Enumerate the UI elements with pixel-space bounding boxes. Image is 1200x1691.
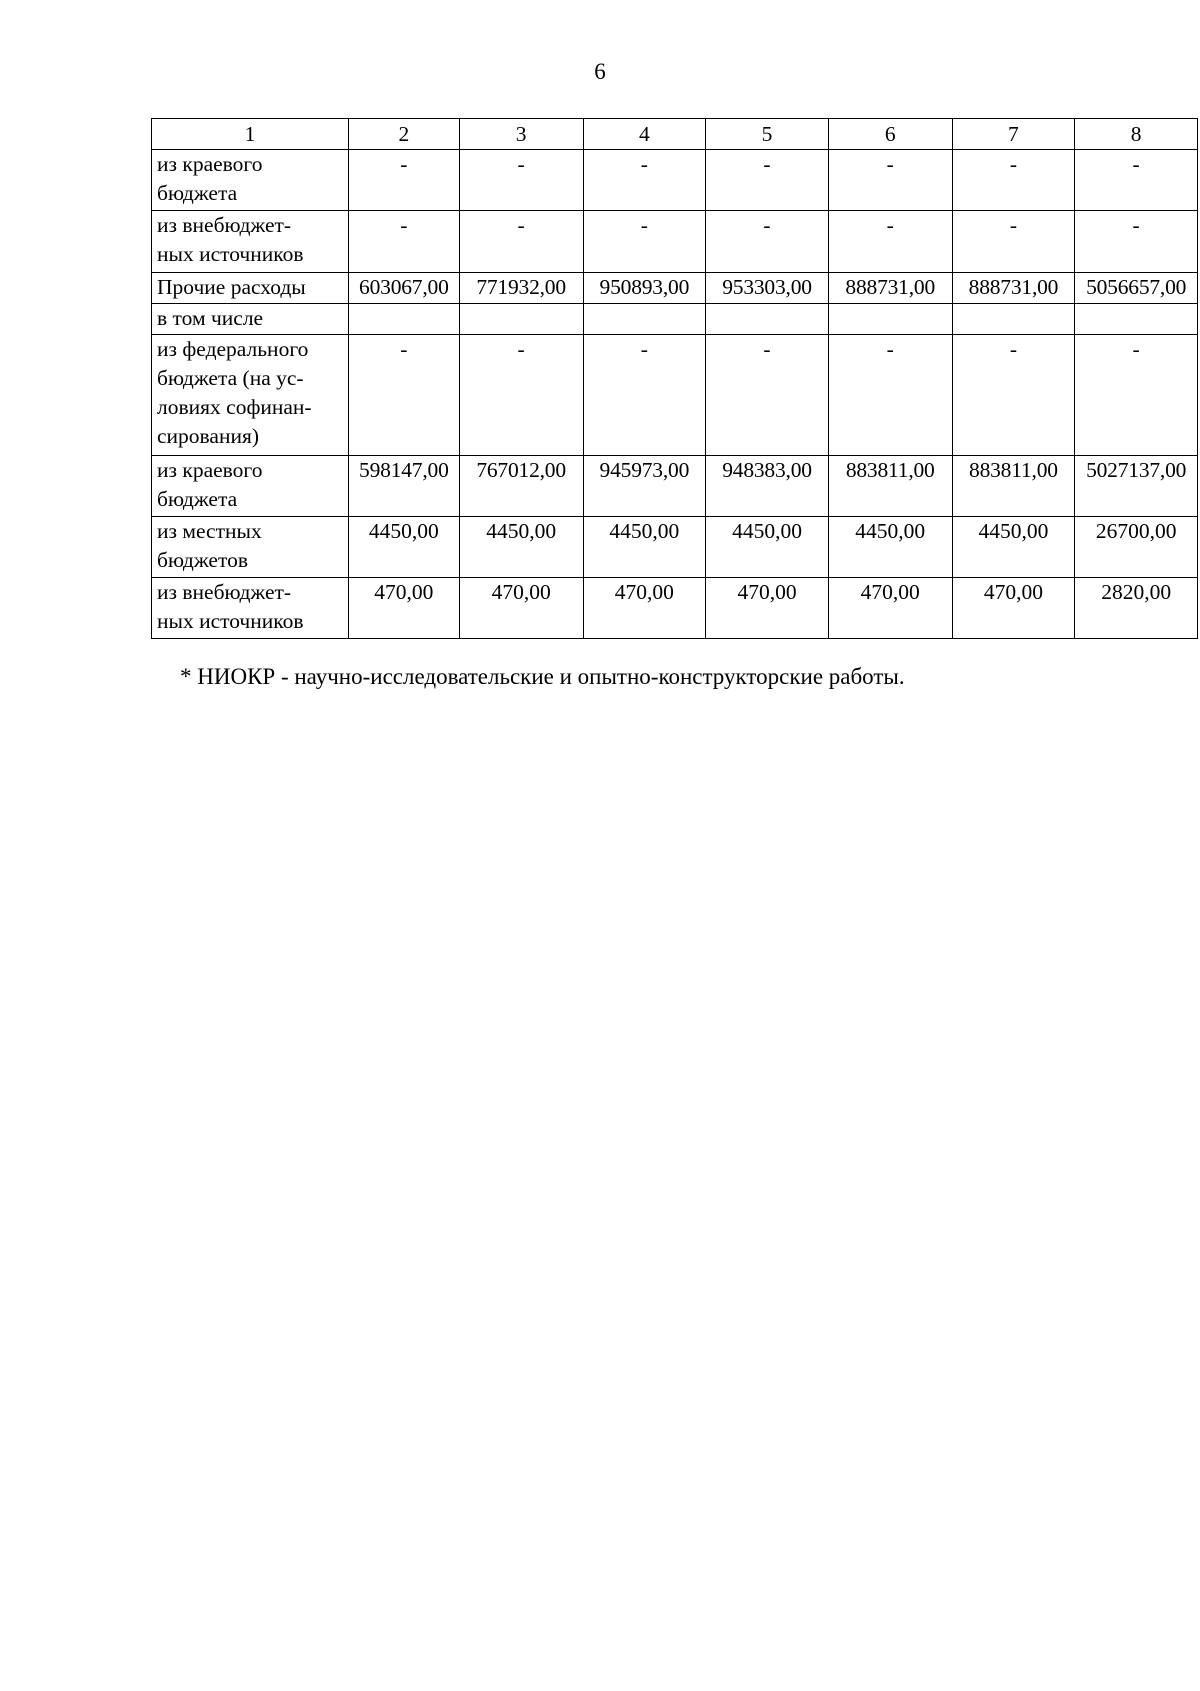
column-header: 6 <box>828 119 952 150</box>
row-label <box>152 150 349 211</box>
row-label-line: ных источников <box>157 609 304 633</box>
row-label-line: Прочие расходы <box>157 275 306 299</box>
table-cell: 767012,00 <box>459 456 583 517</box>
table-cell: 470,00 <box>459 578 583 639</box>
table-row <box>152 517 1198 578</box>
table-cell: 470,00 <box>583 578 706 639</box>
table-cell: 950893,00 <box>583 273 706 304</box>
table-cell: - <box>706 335 829 456</box>
table-cell: - <box>583 335 706 456</box>
table-cell: 26700,00 <box>1075 517 1198 578</box>
table-cell: - <box>828 150 952 211</box>
table-cell: 4450,00 <box>828 517 952 578</box>
row-label-line: в том числе <box>157 306 264 330</box>
row-label <box>152 211 349 273</box>
row-label-line: из внебюджет- <box>157 213 292 237</box>
row-label-line: из местных <box>157 519 262 543</box>
column-header: 8 <box>1075 119 1198 150</box>
table-cell: - <box>952 211 1075 273</box>
row-label <box>152 517 349 578</box>
table-cell: 603067,00 <box>348 273 459 304</box>
table-cell: 5056657,00 <box>1075 273 1198 304</box>
table-cell: - <box>459 335 583 456</box>
column-header: 3 <box>459 119 583 150</box>
table-cell: 470,00 <box>952 578 1075 639</box>
row-label-line: из краевого <box>157 458 263 482</box>
table-cell: 4450,00 <box>706 517 829 578</box>
table-cell <box>828 304 952 335</box>
table-cell: - <box>348 211 459 273</box>
table-cell <box>952 304 1075 335</box>
table-cell: - <box>952 335 1075 456</box>
table-cell: 470,00 <box>706 578 829 639</box>
row-label-line: ных источников <box>157 242 304 266</box>
table-cell: 888731,00 <box>952 273 1075 304</box>
row-label-line: ловиях софинан- <box>157 395 312 419</box>
row-label <box>152 578 349 639</box>
column-header: 7 <box>952 119 1075 150</box>
table-row <box>152 335 1198 456</box>
row-label-line: сирования) <box>157 424 260 448</box>
table-cell <box>459 304 583 335</box>
budget-table <box>151 118 1198 639</box>
table-cell: 4450,00 <box>348 517 459 578</box>
table-cell: 948383,00 <box>706 456 829 517</box>
table-cell: 470,00 <box>828 578 952 639</box>
table-row <box>152 304 1198 335</box>
table-cell: 883811,00 <box>828 456 952 517</box>
row-label-line: бюджета (на ус- <box>157 366 304 390</box>
table-cell: - <box>828 335 952 456</box>
table-cell: 771932,00 <box>459 273 583 304</box>
row-label <box>152 304 349 335</box>
table-row <box>152 456 1198 517</box>
table-cell <box>348 304 459 335</box>
row-label <box>152 335 349 456</box>
column-header: 1 <box>152 119 349 150</box>
row-label-line: бюджета <box>157 487 238 511</box>
table-cell: - <box>1075 211 1198 273</box>
table-cell: 470,00 <box>348 578 459 639</box>
table-cell: - <box>459 150 583 211</box>
footnote: * НИОКР - научно-исследовательские и опытно-конструкторские работы. <box>180 664 905 689</box>
table-row <box>152 211 1198 273</box>
table-cell <box>1075 304 1198 335</box>
row-label-line: бюджетов <box>157 548 248 572</box>
table-cell <box>706 304 829 335</box>
table-cell: - <box>583 211 706 273</box>
table-cell: - <box>348 335 459 456</box>
table-cell: - <box>706 150 829 211</box>
table-cell: - <box>706 211 829 273</box>
table-cell: 4450,00 <box>459 517 583 578</box>
table-cell: 5027137,00 <box>1075 456 1198 517</box>
table-cell: - <box>1075 335 1198 456</box>
table-cell: 4450,00 <box>583 517 706 578</box>
table-cell: - <box>1075 150 1198 211</box>
table-cell <box>583 304 706 335</box>
table-cell: 2820,00 <box>1075 578 1198 639</box>
table-cell: 4450,00 <box>952 517 1075 578</box>
table-cell: - <box>952 150 1075 211</box>
column-header: 5 <box>706 119 829 150</box>
table-cell: 945973,00 <box>583 456 706 517</box>
table-cell: 953303,00 <box>706 273 829 304</box>
row-label-line: из краевого <box>157 152 263 176</box>
table-cell: - <box>828 211 952 273</box>
row-label-line: бюджета <box>157 181 238 205</box>
table-row <box>152 150 1198 211</box>
page-number: 6 <box>594 59 606 84</box>
column-header: 4 <box>583 119 706 150</box>
row-label-line: из внебюджет- <box>157 580 292 604</box>
row-label <box>152 273 349 304</box>
table-row <box>152 578 1198 639</box>
table-header-row <box>152 119 1198 150</box>
table-cell: - <box>348 150 459 211</box>
table-row <box>152 273 1198 304</box>
column-header: 2 <box>348 119 459 150</box>
table-cell: 883811,00 <box>952 456 1075 517</box>
row-label-line: из федерального <box>157 337 309 361</box>
table-cell: - <box>459 211 583 273</box>
table-cell: 598147,00 <box>348 456 459 517</box>
table-cell: - <box>583 150 706 211</box>
row-label <box>152 456 349 517</box>
table-cell: 888731,00 <box>828 273 952 304</box>
